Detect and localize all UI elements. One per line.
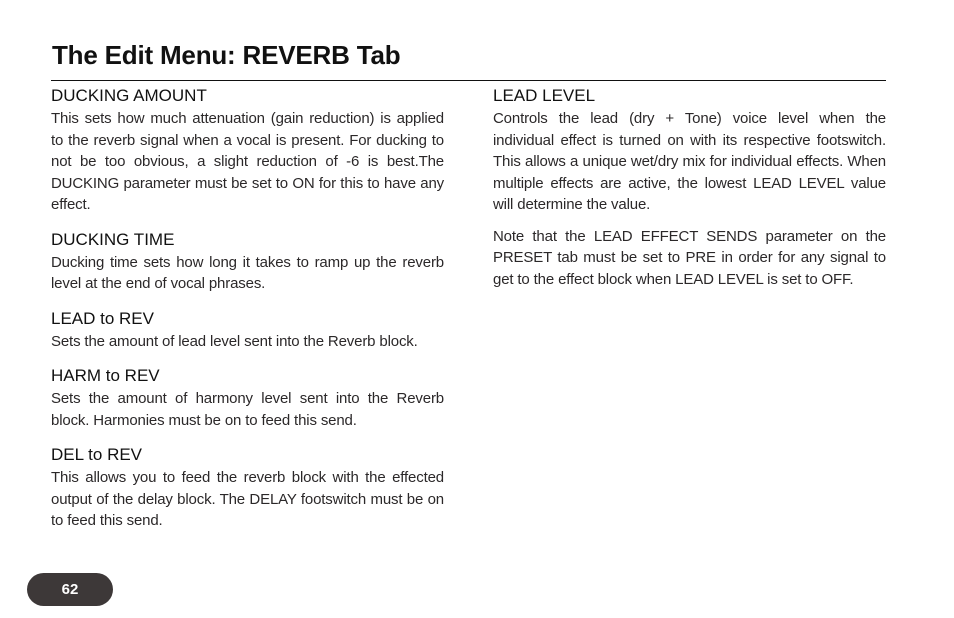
section-body: Sets the amount of lead level sent into the Reverb block. [51, 332, 418, 350]
section-heading: LEAD LEVEL [493, 86, 596, 105]
section-heading: DEL to REV [51, 445, 143, 464]
page-number: 62 [61, 581, 79, 598]
page-title: The Edit Menu: REVERB Tab [52, 40, 401, 70]
section-body: This allows you to feed the reverb block with the effected output of the delay block. The DELAY footswitch must be on to feed this send. [51, 469, 444, 529]
section-note: Note that the LEAD EFFECT SENDS parameter on the PRESET tab must be set to PRE in order for any signal to get to the effect block when LEAD LEVEL is set to OFF. [493, 227, 886, 288]
title-divider [51, 80, 886, 81]
section-body: Ducking time sets how long it takes to ramp up the reverb level at the end of vocal phrases. [51, 253, 444, 292]
section-body: This sets how much attenuation (gain reduction) is applied to the reverb signal when a vocal is present. For ducking to not be too obvious, a slight reduction of -6 is best.The DUCKING parameter must be set to ON for this to have any effect. [51, 110, 444, 213]
section-body: Sets the amount of harmony level sent into the Reverb block. Harmonies must be on to feed this send. [51, 390, 444, 429]
page-number-badge [27, 573, 113, 606]
section-heading: HARM to REV [51, 366, 160, 385]
section-heading: DUCKING AMOUNT [51, 86, 207, 105]
section-ducking-time [51, 228, 444, 295]
section-harm-to-rev [51, 364, 444, 431]
section-body: Controls the lead (dry + Tone) voice level when the individual effect is turned on with its respective footswitch. This allows a unique wet/dry mix for individual effects. When multiple effects are active, the lowest LEAD LEVEL value will determine the value. [493, 110, 886, 213]
right-column [493, 84, 886, 302]
section-del-to-rev [51, 443, 444, 532]
section-lead-level [493, 84, 886, 290]
left-column [51, 84, 444, 544]
section-heading: LEAD to REV [51, 308, 154, 328]
section-ducking-amount [51, 84, 444, 216]
section-heading: DUCKING TIME [51, 229, 175, 249]
section-lead-to-rev [51, 307, 444, 353]
